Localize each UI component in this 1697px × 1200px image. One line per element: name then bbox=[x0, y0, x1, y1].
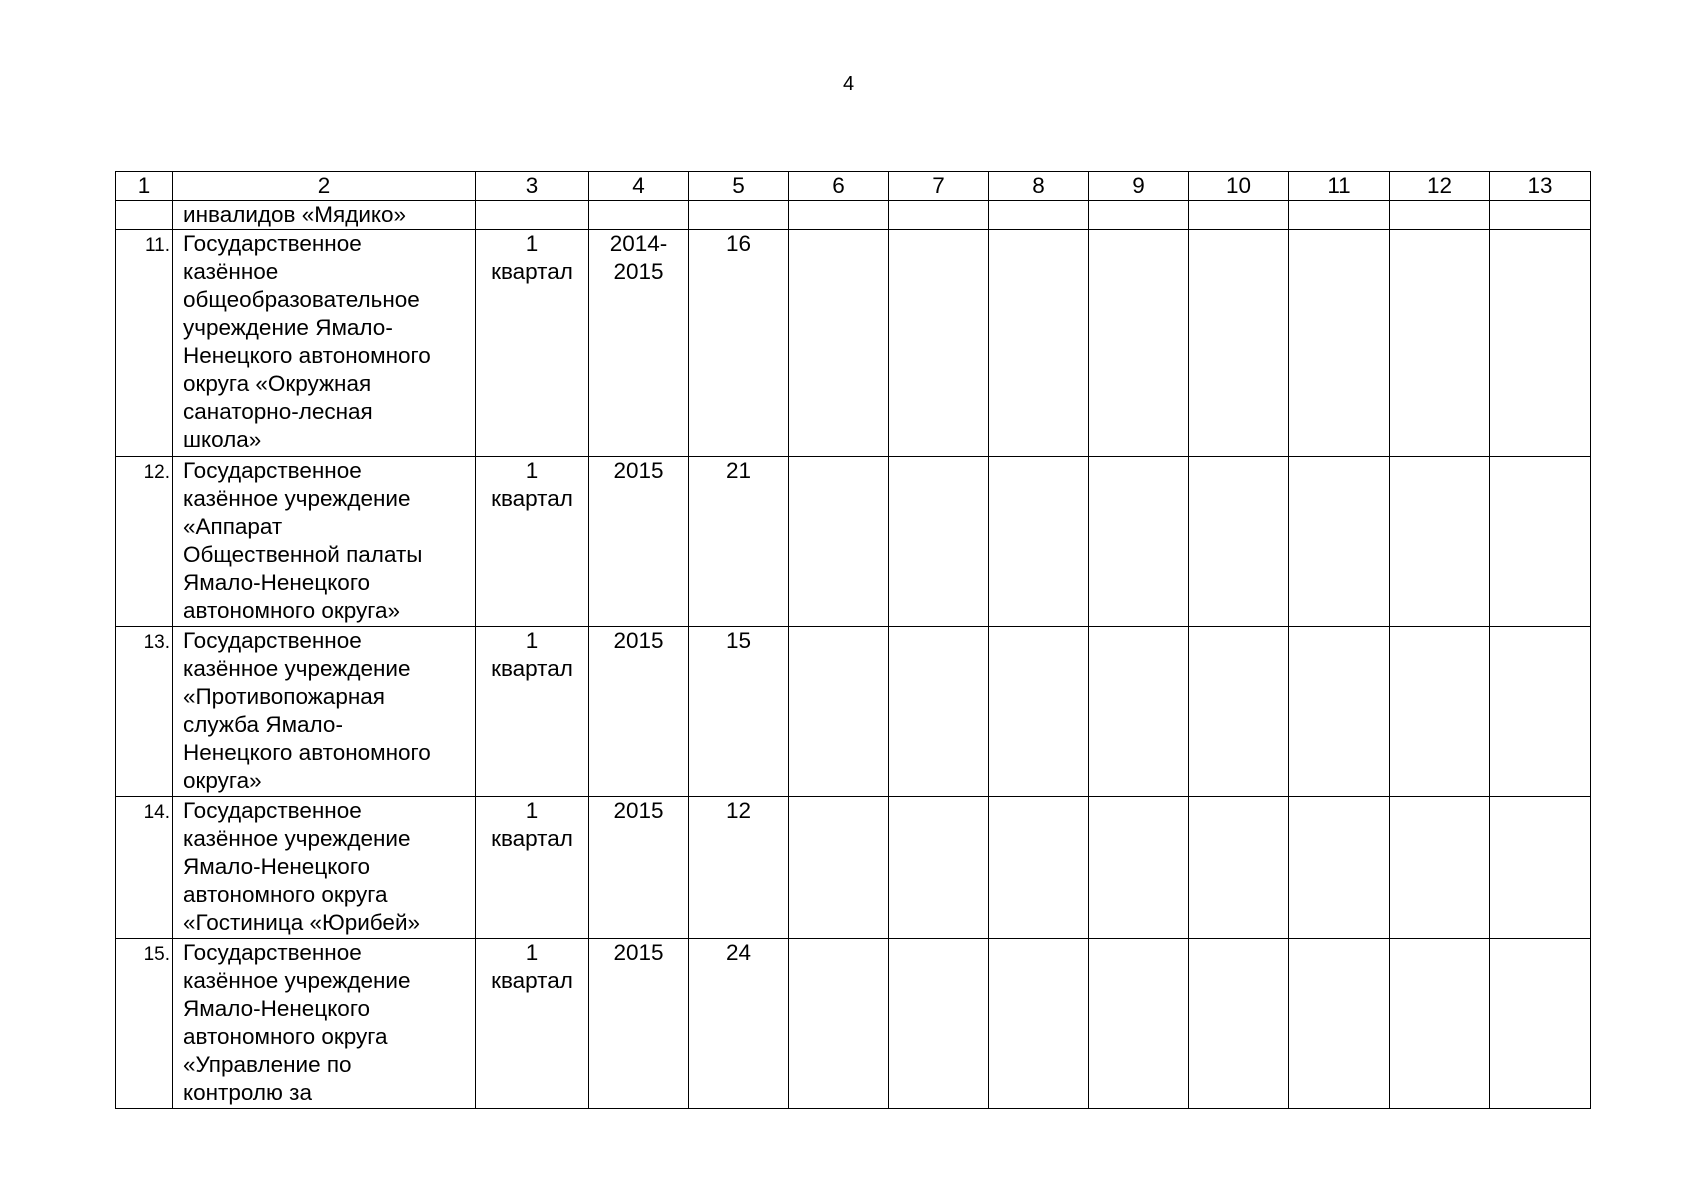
name-line: Ямало-Ненецкого bbox=[183, 854, 371, 879]
table-row bbox=[116, 457, 1591, 627]
quarter-number: 1 bbox=[525, 628, 539, 653]
empty-cell bbox=[789, 627, 889, 797]
empty-cell bbox=[1289, 457, 1390, 627]
name-line: казённое bbox=[183, 259, 279, 284]
empty-cell bbox=[789, 457, 889, 627]
name-line: округа «Окружная bbox=[183, 371, 372, 396]
year-line: 2014- bbox=[609, 231, 668, 256]
empty-cell bbox=[1490, 797, 1591, 939]
name-line: служба Ямало- bbox=[183, 712, 343, 737]
year-cell bbox=[589, 230, 689, 457]
name-line: Ямало-Ненецкого bbox=[183, 570, 371, 595]
empty-cell bbox=[1089, 457, 1189, 627]
page-number: 4 bbox=[842, 73, 855, 95]
empty-cell bbox=[1490, 457, 1591, 627]
empty-cell bbox=[1289, 627, 1390, 797]
table-row bbox=[116, 797, 1591, 939]
row-number: 14. bbox=[116, 797, 173, 939]
quarter-label: квартал bbox=[491, 486, 573, 511]
empty-cell bbox=[889, 230, 989, 457]
empty-cell bbox=[1490, 230, 1591, 457]
name-line: Государственное bbox=[183, 231, 362, 256]
institution-name bbox=[173, 797, 476, 939]
count-cell: 21 bbox=[689, 457, 789, 627]
name-line: Государственное bbox=[183, 628, 362, 653]
name-line: «Противопожарная bbox=[183, 684, 385, 709]
quarter-number: 1 bbox=[525, 458, 539, 483]
empty-cell bbox=[989, 797, 1089, 939]
empty-cell bbox=[1089, 230, 1189, 457]
quarter-label: квартал bbox=[491, 826, 573, 851]
name-line: контролю за bbox=[183, 1080, 312, 1105]
name-line: общеобразовательное bbox=[183, 287, 420, 312]
quarter-cell bbox=[476, 939, 589, 1109]
table-row bbox=[116, 627, 1591, 797]
empty-cell bbox=[1490, 627, 1591, 797]
row-number: 13. bbox=[116, 627, 173, 797]
empty-cell bbox=[1390, 230, 1490, 457]
name-line: «Аппарат bbox=[183, 514, 283, 539]
row-number: 12. bbox=[116, 457, 173, 627]
empty-cell bbox=[1189, 627, 1289, 797]
empty-cell bbox=[1189, 230, 1289, 457]
column-number: 13 bbox=[1490, 172, 1591, 201]
count-cell: 15 bbox=[689, 627, 789, 797]
column-number: 6 bbox=[789, 172, 889, 201]
empty-cell bbox=[1390, 457, 1490, 627]
column-number: 10 bbox=[1189, 172, 1289, 201]
name-line: автономного округа» bbox=[183, 598, 400, 623]
name-line: «Управление по bbox=[183, 1052, 352, 1077]
column-number: 11 bbox=[1289, 172, 1390, 201]
name-line: Ненецкого автономного bbox=[183, 343, 431, 368]
empty-cell bbox=[989, 627, 1089, 797]
name-line: Государственное bbox=[183, 798, 362, 823]
quarter-cell bbox=[476, 627, 589, 797]
row-number: 11. bbox=[116, 230, 173, 457]
quarter-label: квартал bbox=[491, 259, 573, 284]
year-line: 2015 bbox=[613, 628, 664, 653]
empty-cell bbox=[889, 797, 989, 939]
name-line: казённое учреждение bbox=[183, 826, 411, 851]
year-line: 2015 bbox=[613, 458, 664, 483]
empty-cell bbox=[1390, 797, 1490, 939]
count-cell: 16 bbox=[689, 230, 789, 457]
count-cell: 24 bbox=[689, 939, 789, 1109]
name-line: автономного округа bbox=[183, 882, 388, 907]
name-line: Государственное bbox=[183, 458, 362, 483]
column-number: 3 bbox=[476, 172, 589, 201]
column-number: 8 bbox=[989, 172, 1089, 201]
empty-cell bbox=[989, 230, 1089, 457]
table-row bbox=[116, 230, 1591, 457]
name-line: учреждение Ямало- bbox=[183, 315, 393, 340]
quarter-number: 1 bbox=[525, 940, 539, 965]
empty-cell bbox=[889, 627, 989, 797]
institution-name bbox=[173, 230, 476, 457]
column-number: 2 bbox=[173, 172, 476, 201]
name-line: казённое учреждение bbox=[183, 486, 411, 511]
empty-cell bbox=[1289, 939, 1390, 1109]
column-number: 5 bbox=[689, 172, 789, 201]
column-number: 4 bbox=[589, 172, 689, 201]
name-line: Общественной палаты bbox=[183, 542, 423, 567]
empty-cell bbox=[1089, 939, 1189, 1109]
empty-cell bbox=[789, 230, 889, 457]
empty-cell bbox=[789, 797, 889, 939]
empty-cell bbox=[1089, 797, 1189, 939]
empty-cell bbox=[889, 457, 989, 627]
empty-cell bbox=[1189, 797, 1289, 939]
empty-cell bbox=[1390, 627, 1490, 797]
empty-cell bbox=[889, 939, 989, 1109]
empty-cell bbox=[1289, 797, 1390, 939]
quarter-number: 1 bbox=[525, 798, 539, 823]
year-line: 2015 bbox=[613, 798, 664, 823]
quarter-number: 1 bbox=[525, 231, 539, 256]
name-line: автономного округа bbox=[183, 1024, 388, 1049]
year-cell bbox=[589, 457, 689, 627]
name-line: школа» bbox=[183, 427, 262, 452]
count-cell: 12 bbox=[689, 797, 789, 939]
quarter-label: квартал bbox=[491, 968, 573, 993]
continuation-row bbox=[116, 201, 1591, 230]
name-line: казённое учреждение bbox=[183, 656, 411, 681]
empty-cell bbox=[1490, 939, 1591, 1109]
year-cell bbox=[589, 627, 689, 797]
empty-cell bbox=[989, 939, 1089, 1109]
empty-cell bbox=[1189, 939, 1289, 1109]
empty-cell bbox=[789, 939, 889, 1109]
year-cell bbox=[589, 797, 689, 939]
empty-cell bbox=[1089, 627, 1189, 797]
column-number-row bbox=[116, 172, 1591, 201]
year-line: 2015 bbox=[613, 940, 664, 965]
year-line: 2015 bbox=[613, 259, 664, 284]
column-number: 12 bbox=[1390, 172, 1490, 201]
row-number: 15. bbox=[116, 939, 173, 1109]
column-number: 9 bbox=[1089, 172, 1189, 201]
continuation-text: инвалидов «Мядико» bbox=[173, 201, 476, 230]
institution-name bbox=[173, 457, 476, 627]
table-row bbox=[116, 939, 1591, 1109]
name-line: Ненецкого автономного bbox=[183, 740, 431, 765]
name-line: казённое учреждение bbox=[183, 968, 411, 993]
quarter-cell bbox=[476, 797, 589, 939]
institution-name bbox=[173, 627, 476, 797]
name-line: Ямало-Ненецкого bbox=[183, 996, 371, 1021]
column-number: 7 bbox=[889, 172, 989, 201]
institution-name bbox=[173, 939, 476, 1109]
data-table bbox=[115, 171, 1591, 1109]
quarter-cell bbox=[476, 230, 589, 457]
name-line: санаторно-лесная bbox=[183, 399, 373, 424]
empty-cell bbox=[1289, 230, 1390, 457]
column-number: 1 bbox=[116, 172, 173, 201]
name-line: Государственное bbox=[183, 940, 362, 965]
name-line: «Гостиница «Юрибей» bbox=[183, 910, 421, 935]
quarter-cell bbox=[476, 457, 589, 627]
empty-cell bbox=[1189, 457, 1289, 627]
empty-cell bbox=[989, 457, 1089, 627]
quarter-label: квартал bbox=[491, 656, 573, 681]
name-line: округа» bbox=[183, 768, 262, 793]
year-cell bbox=[589, 939, 689, 1109]
empty-cell bbox=[1390, 939, 1490, 1109]
